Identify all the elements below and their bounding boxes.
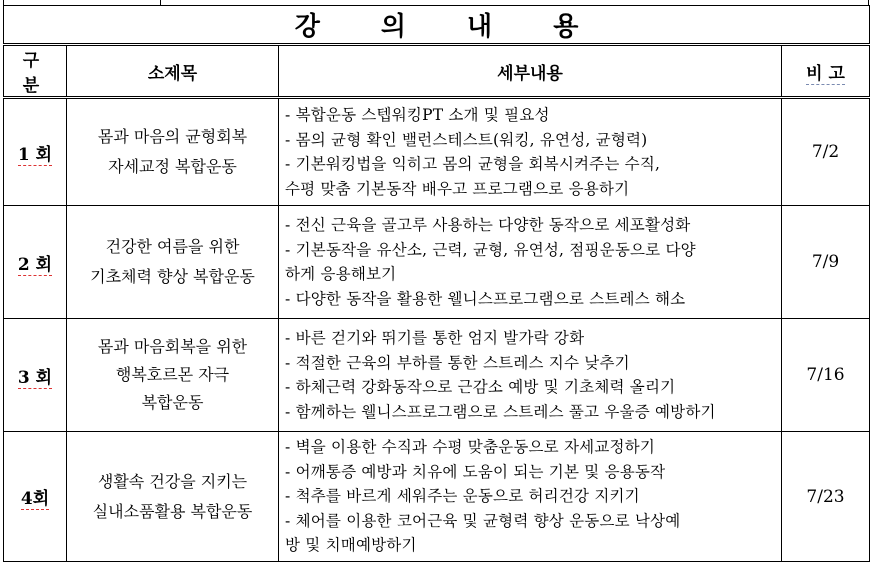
session-details: - 바른 걷기와 뛰기를 통한 엄지 발가락 강화 - 적절한 근육의 부하를 통한 스트레스 지수 낮추기 - 하체근력 강화동작으로 근감소 예방 및 기초체력 올리기 - 함께하는 웰니스프로그램으로 스트레스 풀고 우울증 예방하기: [279, 319, 782, 432]
session-number: 3 회: [4, 319, 67, 432]
session-topic: 몸과 마음회복을 위한 행복호르몬 자극 복합운동: [67, 319, 279, 432]
session-topic: 생활속 건강을 지키는 실내소품활용 복합운동: [67, 432, 279, 562]
session-details: - 전신 근육을 골고루 사용하는 다양한 동작으로 세포활성화 - 기본동작을 유산소, 근력, 균형, 유연성, 점핑운동으로 다양 하게 응용해보기 - 다양한 동작을 활용한 웰니스프로그램으로 스트레스 해소: [279, 206, 782, 319]
session-details: - 벽을 이용한 수직과 수평 맞춤운동으로 자세교정하기 - 어깨통증 예방과 치유에 도움이 되는 기본 및 응용동작 - 척추를 바르게 세워주는 운동으로 허리건강 지키기 - 체어를 이용한 코어근육 및 균형력 향상 운동으로 낙상예 방 및 치매예방하기: [279, 432, 782, 562]
session-date: 7/23: [782, 432, 870, 562]
header-details: 세부내용: [279, 45, 782, 98]
table-title: 강 의 내 용: [4, 6, 870, 45]
session-number: 2 회: [4, 206, 67, 319]
table-row: [4, 432, 870, 562]
table-row: [4, 319, 870, 432]
table-row: [4, 98, 870, 206]
lecture-content-table: [3, 5, 870, 562]
session-date: 7/9: [782, 206, 870, 319]
session-number: 1 회: [4, 98, 67, 206]
header-division: 구 분: [4, 45, 67, 98]
session-number: 4회: [4, 432, 67, 562]
session-topic: 건강한 여름을 위한 기초체력 향상 복합운동: [67, 206, 279, 319]
session-date: 7/2: [782, 98, 870, 206]
session-details: - 복합운동 스텝워킹PT 소개 및 필요성 - 몸의 균형 확인 밸런스테스트(워킹, 유연성, 균형력) - 기본워킹법을 익히고 몸의 균형을 회복시켜주는 수직, 수평 맞춤 기본동작 배우고 프로그램으로 응용하기: [279, 98, 782, 206]
session-topic: 몸과 마음의 균형회복 자세교정 복합운동: [67, 98, 279, 206]
header-row: [4, 45, 870, 98]
header-remarks: 비 고: [782, 45, 870, 98]
header-subtitle: 소제목: [67, 45, 279, 98]
table-row: [4, 206, 870, 319]
session-date: 7/16: [782, 319, 870, 432]
